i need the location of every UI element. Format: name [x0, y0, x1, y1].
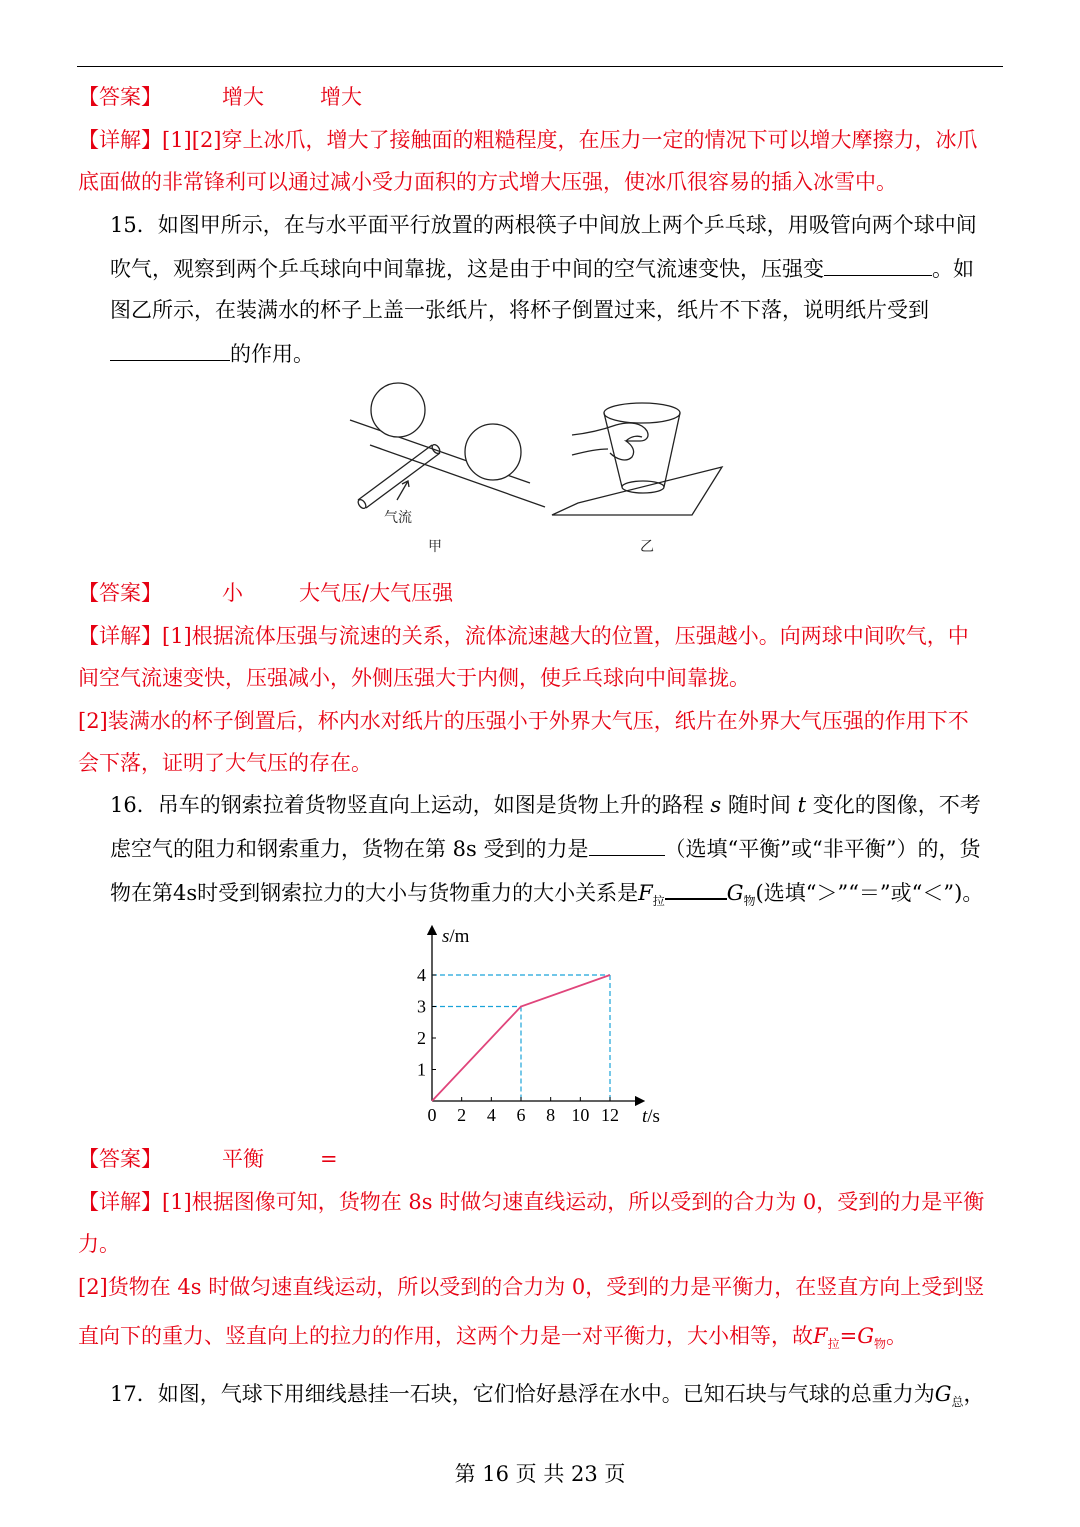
detail-tag: 【详解】 — [78, 1190, 162, 1214]
question-text: 变化的图像，不考 — [812, 793, 981, 817]
question-text: ， — [963, 1382, 985, 1406]
question-text: 吹气，观察到两个乒乓球向中间靠拢，这是由于中间的空气流速变快，压强变 — [110, 257, 824, 281]
answer-blank — [665, 876, 727, 900]
variable-F: F — [638, 881, 653, 905]
figure-label-jia: 甲 — [428, 539, 442, 555]
figure-label-yi: 乙 — [640, 539, 654, 555]
subscript: 物 — [743, 894, 756, 909]
detail-text: 力。 — [78, 1232, 120, 1256]
equals-sign: = — [839, 1324, 858, 1348]
ping-pong-ball — [465, 424, 521, 480]
question-15-text — [110, 338, 314, 369]
answer-value: 增大 — [222, 85, 264, 109]
variable-G: G — [934, 1382, 952, 1406]
question-text: 物在第4s时受到钢索拉力的大小与货物重力的大小关系是 — [110, 881, 639, 905]
detail-14-line — [78, 125, 978, 155]
question-text: 的作用。 — [230, 342, 314, 366]
detail-text — [78, 1321, 907, 1359]
answer-value: 大气压/大气压强 — [299, 581, 454, 605]
x-tick-label: 2 — [457, 1105, 467, 1125]
variable-G: G — [857, 1324, 874, 1348]
detail-text: [1]根据流体压强与流速的关系，流体流速越大的位置，压强越小。向两球中间吹气，中 — [162, 624, 969, 648]
detail-tag: 【详解】 — [78, 128, 162, 152]
y-axis-label: s/m — [442, 926, 470, 947]
question-text: （选填“平衡”或“非平衡”）的，货 — [664, 837, 981, 861]
question-text: 。如 — [932, 257, 974, 281]
answer-tag: 【答案】 — [78, 85, 162, 109]
x-tick-label: 0 — [427, 1105, 437, 1125]
answer-blank — [824, 253, 932, 276]
subscript: 拉 — [827, 1337, 840, 1352]
answer-value: 小 — [222, 581, 243, 605]
s-t-chart — [400, 920, 680, 1130]
question-text: (选填“＞”“＝”或“＜”)。 — [755, 881, 984, 905]
detail-text: [2]装满水的杯子倒置后，杯内水对纸片的压强小于外界大气压，纸片在外界大气压强的作用下不 — [78, 709, 969, 733]
question-text: 17．如图，气球下用细线悬挂一石块，它们恰好悬浮在水中。已知石块与气球的总重力为 — [110, 1382, 935, 1406]
question-text: 16．吊车的钢索拉着货物竖直向上运动，如图是货物上升的路程 — [110, 793, 704, 817]
detail-text: 直向下的重力、竖直向上的拉力的作用，这两个力是一对平衡力，大小相等，故 — [78, 1324, 813, 1348]
answer-value: = — [320, 1147, 338, 1171]
figure-15 — [340, 375, 740, 560]
answer-tag: 【答案】 — [78, 1147, 162, 1171]
subscript: 总 — [951, 1395, 964, 1410]
answer-16 — [78, 1144, 338, 1174]
subscript: 拉 — [652, 894, 665, 909]
x-tick-label: 10 — [571, 1105, 590, 1125]
detail-text: 。 — [886, 1324, 907, 1348]
variable-s: s — [710, 793, 722, 817]
detail-text: [1]根据图像可知，货物在 8s 时做匀速直线运动，所以受到的合力为 0，受到的力是平衡 — [162, 1190, 985, 1214]
variable-t: t — [797, 793, 807, 817]
answer-14 — [78, 82, 362, 112]
detail-text: 间空气流速变快，压强减小，外侧压强大于内侧，使乒乓球向中间靠拢。 — [78, 666, 750, 690]
x-tick-label: 4 — [486, 1105, 496, 1125]
y-tick-label: 1 — [417, 1059, 426, 1080]
y-tick-label: 3 — [417, 996, 426, 1017]
figure-label-airflow: 气流 — [384, 510, 412, 526]
x-tick-label: 12 — [601, 1105, 619, 1125]
x-axis-label: t/s — [642, 1106, 660, 1127]
subscript: 物 — [873, 1337, 886, 1352]
variable-F: F — [813, 1324, 828, 1348]
answer-15 — [78, 578, 453, 608]
question-17-text — [110, 1379, 985, 1417]
question-16-text — [110, 790, 981, 820]
detail-15-line — [78, 621, 969, 651]
x-tick-label: 8 — [546, 1105, 556, 1125]
detail-text: [2]货物在 4s 时做匀速直线运动，所以受到的合力为 0，受到的力是平衡力，在竖直方向上受到竖 — [78, 1275, 985, 1299]
detail-tag: 【详解】 — [78, 624, 162, 648]
question-16-text — [110, 876, 983, 916]
detail-16-line — [78, 1187, 984, 1217]
question-15-text: 15．如图甲所示，在与水平面平行放置的两根筷子中间放上两个乒乓球，用吸管向两个球中间 — [110, 213, 977, 237]
question-text: 随时间 — [727, 793, 791, 817]
ping-pong-ball — [371, 383, 425, 437]
page-footer: 第 16 页 共 23 页 — [454, 1462, 626, 1486]
question-15-text: 图乙所示，在装满水的杯子上盖一张纸片，将杯子倒置过来，纸片不下落，说明纸片受到 — [110, 298, 929, 322]
question-15-text — [110, 253, 974, 284]
answer-tag: 【答案】 — [78, 581, 162, 605]
question-text: 虑空气的阻力和钢索重力，货物在第 8s 受到的力是 — [110, 837, 589, 861]
question-16-text — [110, 833, 980, 864]
detail-text: 底面做的非常锋利可以通过减小受力面积的方式增大压强，使冰爪很容易的插入冰雪中。 — [78, 170, 897, 194]
answer-blank — [110, 338, 230, 361]
answer-value: 增大 — [320, 85, 362, 109]
detail-text: 会下落，证明了大气压的存在。 — [78, 751, 372, 775]
y-tick-label: 4 — [417, 965, 426, 985]
detail-text: [1][2]穿上冰爪，增大了接触面的粗糙程度，在压力一定的情况下可以增大摩擦力，冰爪 — [162, 128, 978, 152]
y-tick-label: 2 — [417, 1028, 426, 1048]
answer-value: 平衡 — [222, 1147, 264, 1171]
header-rule — [77, 66, 1003, 67]
variable-G: G — [726, 881, 744, 905]
x-tick-label: 6 — [516, 1105, 526, 1125]
answer-blank — [589, 833, 665, 856]
